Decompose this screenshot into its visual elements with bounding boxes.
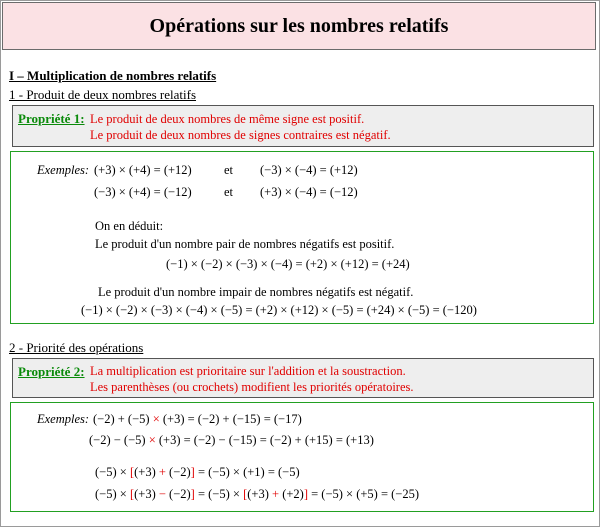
example-1b: (−3) × (−4) = (+12): [260, 163, 358, 177]
odd-formula: (−1) × (−2) × (−3) × (−4) × (−5) = (+2) × (+12) × (−5) = (+24) × (−5) = (−120): [81, 303, 477, 317]
formula4-bracket-open: [: [129, 487, 135, 501]
formula3-op: +: [158, 465, 166, 479]
formula2-op: ×: [148, 433, 156, 447]
formula1-op: ×: [152, 412, 160, 426]
property1-line2: Le produit de deux nombres de signes contraires est négatif.: [90, 128, 391, 142]
formula4-part2: (+3): [134, 487, 159, 501]
formula3-part1: (−5) ×: [95, 465, 130, 479]
formula4-part7: = (−5) × (+5) = (−25): [307, 487, 420, 501]
formula3-part2: (+3): [134, 465, 159, 479]
priority-formula-2: [89, 433, 374, 448]
formula3-part3: (−2): [165, 465, 191, 479]
formula4-bracket-open-2: [: [243, 487, 248, 501]
formula4-part5: (+3): [247, 487, 272, 501]
formula4-bracket-close: ]: [190, 487, 195, 501]
formula2-part2: (+3) = (−2) − (−15) = (−2) + (+15) = (+13): [158, 433, 374, 447]
example-et-1: et: [224, 163, 234, 177]
examples1-label: Exemples:: [37, 163, 90, 177]
examples1-box: [10, 151, 594, 324]
property2-line2: Les parenthèses (ou crochets) modifient les priorités opératoires.: [90, 380, 414, 394]
formula4-op-2: +: [272, 487, 280, 501]
formula3-bracket-open: [: [129, 465, 135, 479]
formula4-part1: (−5) ×: [95, 487, 130, 501]
property1-box: [12, 105, 594, 147]
page-title: Opérations sur les nombres relatifs: [2, 2, 596, 50]
formula3-bracket-close: ]: [190, 465, 195, 479]
odd-rule-text: Le produit d'un nombre impair de nombres négatifs est négatif.: [98, 285, 414, 299]
property1-label: Propriété 1:: [18, 111, 85, 126]
property2-label: Propriété 2:: [18, 364, 85, 379]
formula1-part2: (+3) = (−2) + (−15) = (−17): [162, 412, 302, 426]
formula2-part1: (−2) − (−5): [89, 433, 146, 447]
property2-box: [12, 358, 594, 398]
examples2-label: Exemples:: [37, 412, 90, 426]
even-rule-text: Le produit d'un nombre pair de nombres négatifs est positif.: [95, 237, 395, 251]
even-formula: (−1) × (−2) × (−3) × (−4) = (+2) × (+12) = (+24): [166, 257, 410, 271]
examples2-box: [10, 402, 594, 512]
example-2b: (+3) × (−4) = (−12): [260, 185, 358, 199]
property1-line1: Le produit de deux nombres de même signe est positif.: [90, 112, 365, 126]
example-2a: (−3) × (+4) = (−12): [94, 185, 192, 199]
priority-formula-1: [93, 412, 302, 427]
priority-formula-3: [95, 465, 300, 480]
formula4-part4: = (−5) ×: [194, 487, 244, 501]
section2-subheading: 2 - Priorité des opérations: [9, 340, 144, 355]
formula4-part6: (+2): [279, 487, 304, 501]
property2-line1: La multiplication est prioritaire sur l'addition et la soustraction.: [90, 364, 406, 378]
priority-formula-4: [95, 487, 419, 502]
example-1a: (+3) × (+4) = (+12): [94, 163, 192, 177]
example-et-2: et: [224, 185, 234, 199]
formula4-part3: (−2): [165, 487, 191, 501]
section1-heading: I – Multiplication de nombres relatifs: [9, 68, 217, 83]
deduce-text: On en déduit:: [95, 219, 164, 233]
formula1-part1: (−2) + (−5): [93, 412, 150, 426]
formula4-bracket-close-2: ]: [303, 487, 308, 501]
formula3-part4: = (−5) × (+1) = (−5): [194, 465, 300, 479]
formula4-op: −: [158, 487, 166, 501]
section1-subheading: 1 - Produit de deux nombres relatifs: [9, 87, 197, 102]
